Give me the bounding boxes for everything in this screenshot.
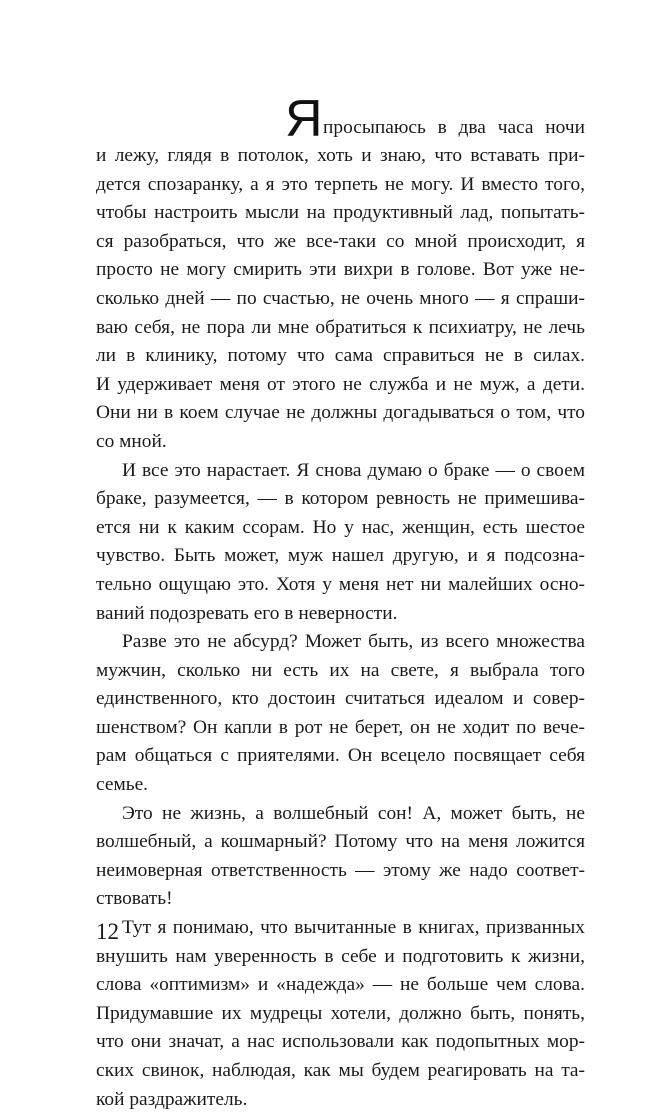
- text-line: шенством? Он капли в рот не берет, он не ходит по вече-: [96, 716, 585, 738]
- text-line: ствовать!: [96, 888, 173, 910]
- text-line: волшебный, а кошмарный? Потому что на меня ложится: [96, 831, 585, 853]
- text-line: мужчин, сколько ни есть их на свете, я выбрала того: [96, 659, 585, 681]
- text-line: семье.: [96, 774, 149, 796]
- first-line: [96, 90, 585, 148]
- text-line: неимоверная ответственность — этому же надо соответ-: [96, 859, 585, 881]
- text-line: внушить нам уверенность в себе и подготовить к жизни,: [96, 945, 585, 967]
- text-line: ся разобраться, что же все-таки со мной происходит, я: [96, 230, 585, 252]
- text-line: дется спозаранку, а я это терпеть не могу. И вместо того,: [96, 173, 585, 195]
- text-line: слова «оптимизм» и «надежда» — не больше чем слова.: [96, 974, 585, 996]
- text-line: и лежу, глядя в потолок, хоть и знаю, что вставать при-: [96, 145, 585, 166]
- page-number: 12: [96, 919, 119, 944]
- text-line: И удерживает меня от этого не служба и не муж, а дети.: [96, 373, 585, 395]
- text-line: ваний подозревать его в неверности.: [96, 602, 398, 624]
- drop-cap: Я: [285, 90, 323, 148]
- text-line: что они значат, а нас использовали как подопытных мор-: [96, 1031, 585, 1053]
- text-line: Они ни в коем случае не должны догадываться о том, что: [96, 402, 585, 424]
- text-line: кой раздражитель.: [96, 1088, 248, 1110]
- text-line: со мной.: [96, 430, 167, 452]
- text-line: единственного, кто достоин считаться идеалом и совер-: [96, 688, 585, 710]
- text-line: Придумавшие их мудрецы хотели, должно быть, понять,: [96, 1002, 585, 1024]
- text-lines: [96, 142, 585, 1114]
- text-line: просто не могу смирить эти вихри в голове. Вот уже не-: [96, 259, 585, 281]
- first-line-text: просыпаюсь в два часа ночи: [323, 117, 585, 138]
- text-line: сколько дней — по счастью, не очень много — я спраши-: [96, 287, 585, 309]
- text-line: чувство. Быть может, муж нашел другую, и я подсозна-: [96, 545, 585, 567]
- text-line: тельно ощущаю это. Хотя у меня нет ни малейших осно-: [96, 573, 585, 595]
- text-line: ваю себя, не пора ли мне обратиться к психиатру, не лечь: [96, 316, 585, 338]
- text-line: ли в клинику, потому что сама справиться не в силах.: [96, 345, 585, 367]
- text-line: чтобы настроить мысли на продуктивный лад, попытать-: [96, 202, 585, 224]
- body-text: [96, 90, 585, 1114]
- text-line: рам общаться с приятелями. Он всецело посвящает себя: [96, 745, 585, 767]
- text-line: браке, разумеется, — в котором ревность не примешива-: [96, 488, 585, 510]
- text-line: Это не жизнь, а волшебный сон! А, может быть, не: [122, 802, 585, 824]
- text-line: И все это нарастает. Я снова думаю о браке — о своем: [122, 459, 585, 481]
- text-line: ется ни к каким ссорам. Но у нас, женщин, есть шестое: [96, 516, 585, 538]
- text-line: Тут я понимаю, что вычитанные в книгах, призванных: [122, 917, 585, 939]
- text-line: Разве это не абсурд? Может быть, из всего множества: [122, 631, 585, 653]
- text-line: ских свинок, наблюдая, как мы будем реагировать на та-: [96, 1060, 585, 1081]
